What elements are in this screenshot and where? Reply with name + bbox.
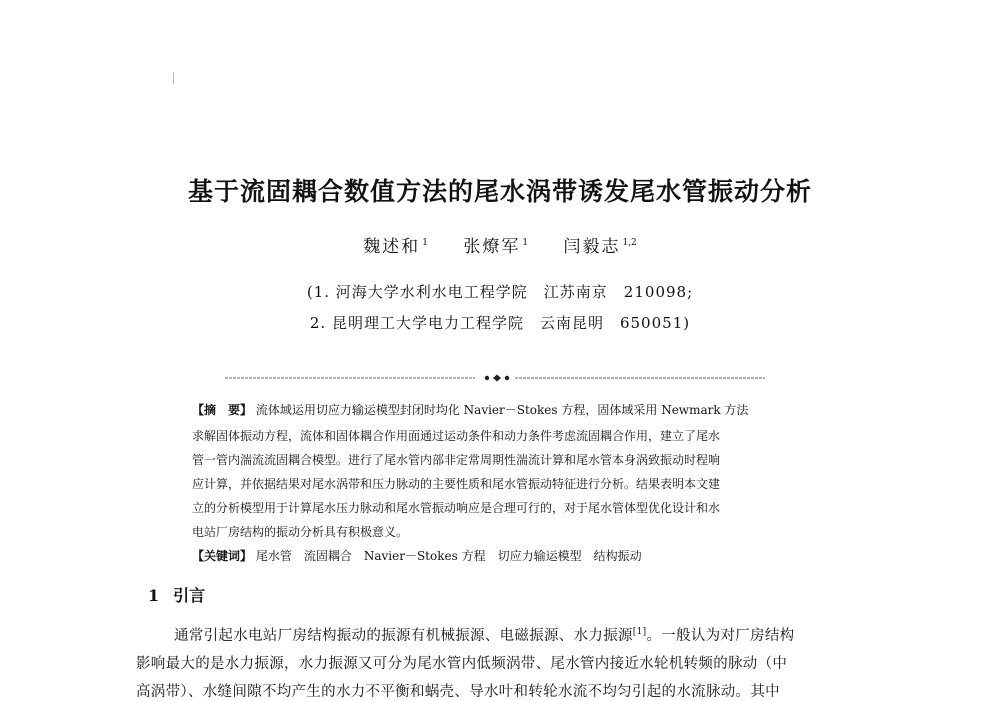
- author-list: [0, 232, 1000, 257]
- abstract-text: 流体域运用切应力输运模型封闭时均化 Navier－Stokes 方程，固体域采用 Newmark 方法: [255, 403, 749, 417]
- author-affiliation-mark: 1: [422, 238, 428, 249]
- abstract-line: 电站厂房结构的振动分析具有积极意义。: [192, 525, 409, 539]
- abstract-label: 【摘 要】: [192, 403, 253, 417]
- scan-artifact: [173, 72, 174, 84]
- body-text: 通常引起水电站厂房结构振动的振源有机械振源、电磁振源、水力振源: [174, 628, 633, 644]
- section-title: 引言: [173, 586, 206, 605]
- abstract-line: 求解固体振动方程，流体和固体耦合作用面通过运动条件和动力条件考虑流固耦合作用，建立了尾水: [192, 429, 721, 443]
- abstract-line: 管一管内湍流流固耦合模型。进行了尾水管内部非定常周期性湍流计算和尾水管本身涡致振动时程响: [192, 453, 721, 467]
- author-affiliation-mark: 1: [522, 238, 529, 249]
- affiliation-line: (1. 河海大学水利水电工程学院 江苏南京 210098;: [306, 283, 694, 301]
- author: [563, 237, 636, 257]
- body-text: 。一般认为对厂房结构: [646, 628, 795, 644]
- body-line: 高涡带）、水缝间隙不均产生的水力不平衡和蜗壳、导水叶和转轮水流不均匀引起的水流脉动。其中: [136, 684, 780, 700]
- author-name: 魏述和: [363, 237, 421, 257]
- affiliation-line: 2. 昆明理工大学电力工程学院 云南昆明 650051): [309, 314, 691, 332]
- author-affiliation-mark: 1,2: [622, 238, 637, 249]
- keywords-label: 【关键词】: [192, 549, 253, 563]
- paper-title: 基于流固耦合数值方法的尾水涡带诱发尾水管振动分析: [187, 177, 812, 206]
- keywords-text: 尾水管 流固耦合 Navier－Stokes 方程 切应力输运模型 结构振动: [255, 549, 642, 563]
- section-heading: [148, 583, 205, 606]
- author: [363, 237, 428, 257]
- body-line: 影响最大的是水力振源，水力振源又可分为尾水管内低频涡带、尾水管内接近水轮机转频的脉动（中: [136, 656, 788, 672]
- abstract-line: 应计算，并依据结果对尾水涡带和压力脉动的主要性质和尾水管振动特征进行分析。结果表明本文建: [192, 477, 721, 491]
- abstract-line: 立的分析模型用于计算尾水压力脉动和尾水管振动响应是合理可行的，对于尾水管体型优化设计和水: [192, 501, 721, 515]
- body-line: [174, 624, 794, 645]
- section-number: 1: [148, 586, 160, 605]
- abstract-line: [192, 403, 748, 418]
- citation-ref: [1]: [632, 627, 647, 638]
- author-name: 张燎军: [463, 237, 521, 257]
- author: [463, 237, 528, 257]
- keywords-line: [192, 549, 642, 564]
- author-name: 闫毅志: [563, 237, 621, 257]
- section-divider: [225, 373, 765, 383]
